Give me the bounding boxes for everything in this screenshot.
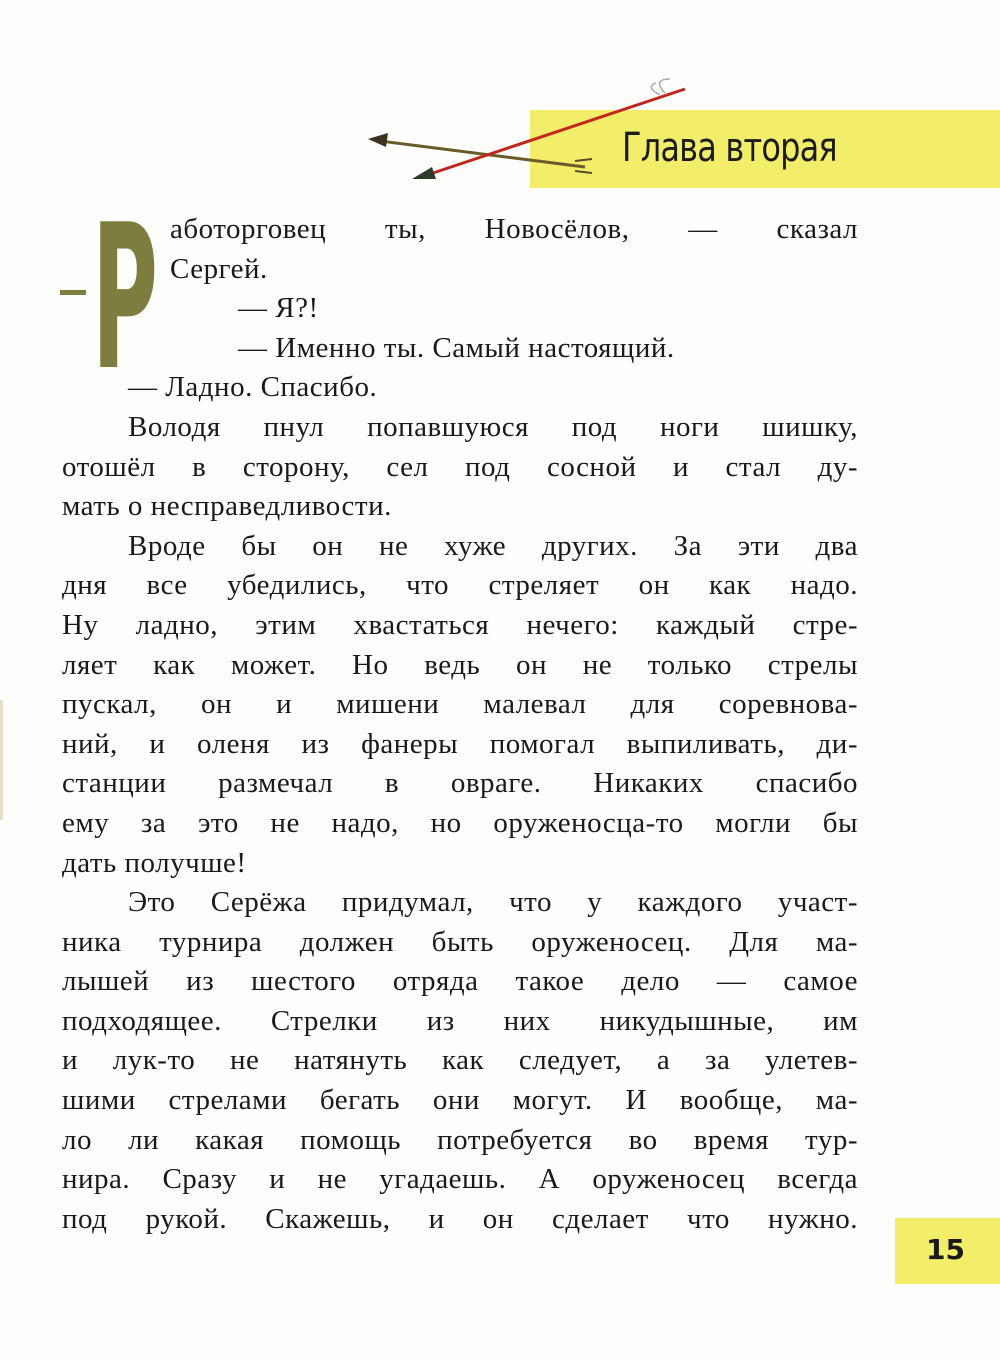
text-line: и лук-то не натянуть как следует, а за улетев- xyxy=(62,1044,858,1077)
text-line: ему за это не надо, но оруженосца-то могли бы xyxy=(62,806,858,839)
text-line: Вроде бы он не хуже других. За эти два xyxy=(128,529,858,562)
text-line: ника турнира должен быть оруженосец. Для ма- xyxy=(62,925,858,958)
red-arrow-fletching xyxy=(651,79,670,95)
text-line: лышей из шестого отряда такое дело — самое xyxy=(62,965,858,998)
text-line: Это Серёжа придумал, что у каждого участ- xyxy=(128,886,858,919)
dropcap-letter: Р xyxy=(92,182,158,415)
text-line: аботорговец ты, Новосёлов, — сказал xyxy=(170,213,858,245)
text-line: ний, и оленя из фанеры помогал выпиливать, ди- xyxy=(62,727,858,760)
text-line: подходящее. Стрелки из них никудышные, им xyxy=(62,1004,858,1037)
text-line: нира. Сразу и не угадаешь. А оруженосец всегда xyxy=(62,1163,858,1196)
text-line: отошёл в сторону, сел под сосной и стал ду- xyxy=(62,450,858,483)
body-text xyxy=(62,182,858,1239)
text-line: — Ладно. Спасибо. xyxy=(128,371,378,404)
red-arrow-head xyxy=(412,167,436,179)
text-line: Володя пнул попавшуюся под ноги шишку, xyxy=(128,410,858,443)
text-line: Ну ладно, этим хвастаться нечего: каждый стре- xyxy=(62,608,858,641)
text-line: станции размечал в овраге. Никаких спасибо xyxy=(62,767,858,800)
brown-arrow-shaft xyxy=(380,141,585,167)
brown-arrow-head xyxy=(368,133,388,147)
page-number: 15 xyxy=(926,1233,965,1266)
text-line: дать получше! xyxy=(62,846,247,879)
text-line: пускал, он и мишени малевал для соревнова- xyxy=(62,688,858,721)
chapter-title: Глава вторая xyxy=(622,125,837,171)
text-line: — Я?! xyxy=(238,292,319,325)
text-line: под рукой. Скажешь, и он сделает что нужно. xyxy=(62,1202,858,1235)
text-line: ло ли какая помощь потребуется во время тур- xyxy=(62,1123,858,1156)
page-edge-shadow xyxy=(0,700,3,820)
text-line: дня все убедились, что стреляет он как надо. xyxy=(62,569,858,602)
text-line: Сергей. xyxy=(170,252,268,285)
text-line: ляет как может. Но ведь он не только стрелы xyxy=(62,648,858,681)
text-line: мать о несправедливости. xyxy=(62,490,392,523)
text-line: шими стрелами бегать они могут. И вообще, ма- xyxy=(62,1084,858,1117)
text-line: — Именно ты. Самый настоящий. xyxy=(238,331,675,364)
